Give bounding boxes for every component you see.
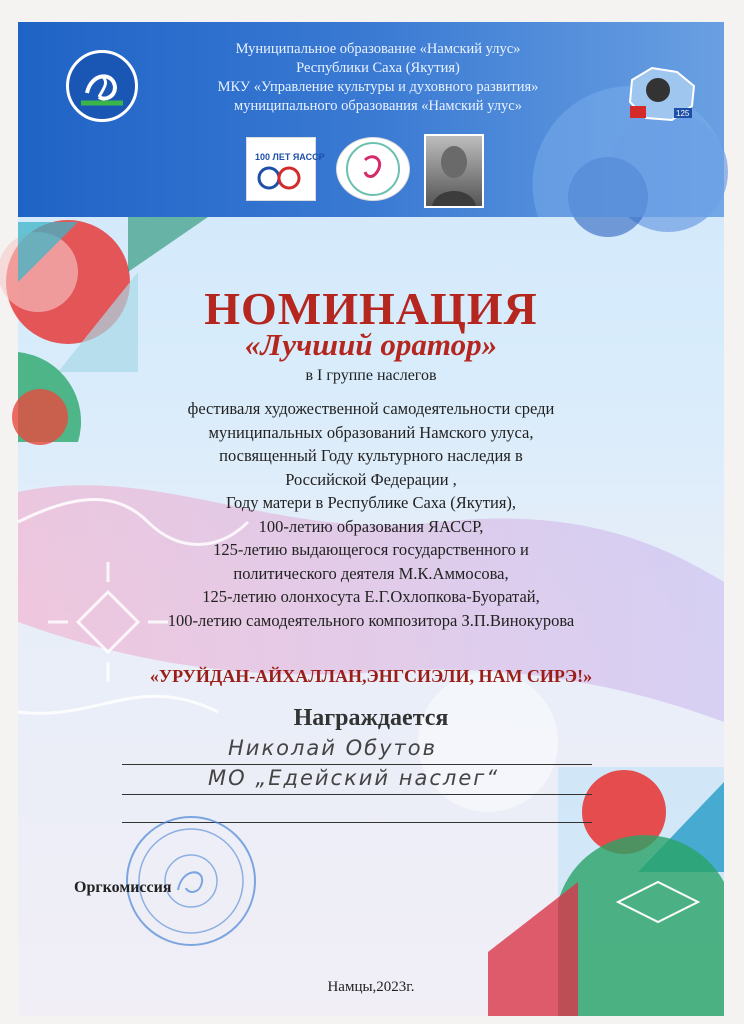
header-line-3: МКУ «Управление культуры и духовного развития» [217, 79, 539, 95]
organizing-committee-label: Оргкомиссия [74, 879, 172, 896]
dedication-text [78, 397, 664, 632]
map-badge-number: 125 [676, 109, 690, 118]
group-line: в I группе наслегов [305, 367, 437, 384]
recipient-organization: МО „Едейский наслег“ [208, 766, 500, 790]
header-line-4: муниципального образования «Намский улус» [234, 98, 522, 114]
body-line: политического деятеля М.К.Аммосова, [233, 563, 509, 583]
header-band [18, 22, 724, 217]
yakutia-map-portrait-icon [622, 60, 702, 130]
header-line-2: Республики Саха (Якутия) [296, 60, 460, 76]
body-line: 125-летию олонхосута Е.Г.Охлопкова-Буоратай, [202, 587, 540, 606]
nomination-category: «Лучший оратор» [244, 327, 498, 362]
portrait-photo-icon [424, 134, 484, 208]
100-years-yassr-badge-icon [246, 137, 325, 201]
awarded-label: Награждается [293, 705, 449, 731]
body-line: 100-летию самодеятельного композитора З.П.Винокурова [167, 610, 575, 630]
body-line: 125-летию выдающегося государственного и [213, 540, 529, 559]
body-line: муниципальных образований Намского улуса, [208, 422, 534, 442]
festival-slogan: «УРУЙДАН-АЙХАЛЛАН,ЭНГСИЭЛИ, НАМ СИРЭ!» [149, 666, 593, 686]
name-underline [122, 764, 592, 765]
header-title [168, 40, 588, 116]
mother-year-logo-icon [336, 137, 410, 201]
badge-text: 100 ЛЕТ ЯАССР [255, 152, 325, 162]
body-line: фестиваля художественной самодеятельности среди [187, 399, 555, 418]
swan-emblem-icon [66, 50, 138, 122]
body-line: Российской Федерации , [285, 469, 457, 489]
header-line-1: Муниципальное образование «Намский улус» [235, 41, 521, 57]
body-line: 100-летию образования ЯАССР, [258, 516, 484, 536]
certificate-sheet [18, 22, 724, 1016]
body-line: Году матери в Республике Саха (Якутия), [225, 493, 517, 512]
recipient-name: Николай Обутов [228, 736, 437, 760]
body-line: посвященный Году культурного наследия в [219, 446, 523, 465]
place-and-year: Намцы,2023г. [327, 979, 415, 995]
org-underline [122, 794, 592, 795]
nomination-title: НОМИНАЦИЯ [204, 283, 538, 334]
